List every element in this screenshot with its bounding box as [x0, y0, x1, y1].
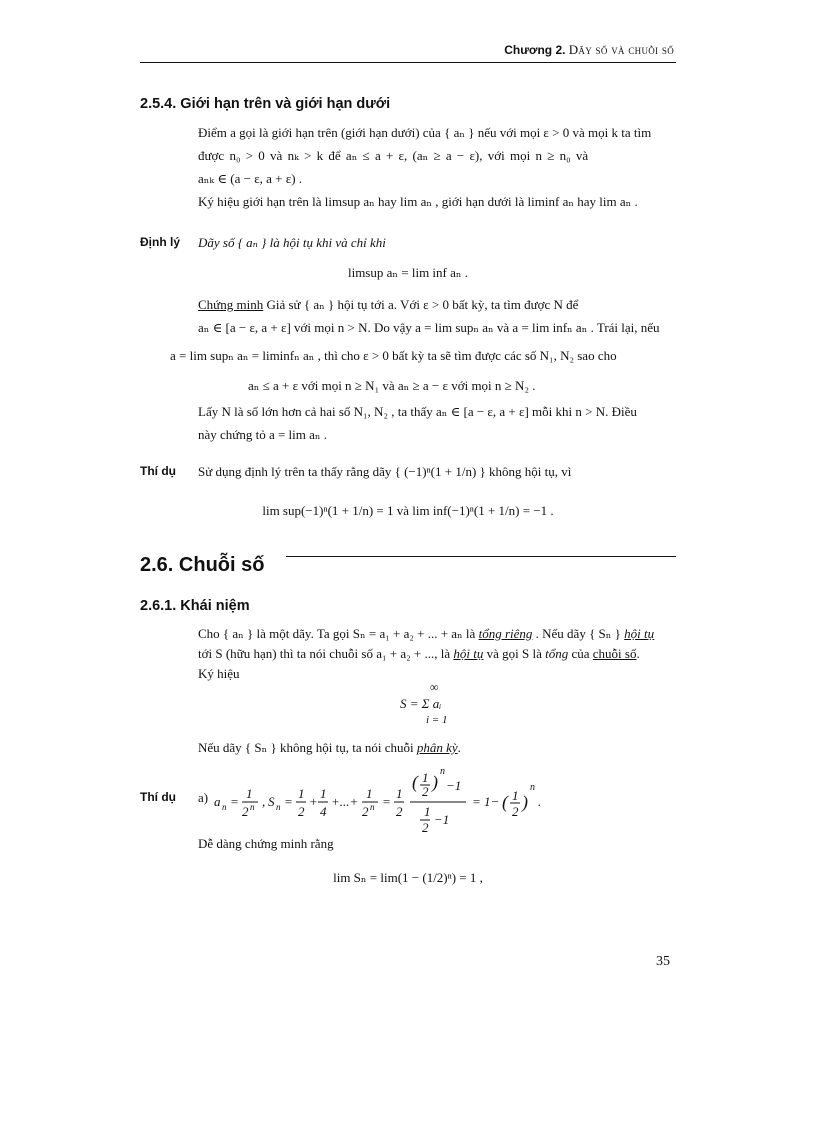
paragraph-line: Ký hiệu giới hạn trên là limsup aₙ hay lim aₙ , giới hạn dưới là liminf aₙ hay lim aₙ .	[198, 194, 638, 209]
svg-text:2: 2	[422, 784, 429, 799]
svg-text:S: S	[268, 794, 275, 809]
running-header	[504, 42, 674, 58]
term-series: chuỗi số	[592, 646, 637, 661]
example-text: Sử dụng định lý trên ta thấy rằng dãy { (−1)ⁿ(1 + 1/n) } không hội tụ, vì	[198, 464, 572, 479]
example-part: a)	[198, 790, 209, 805]
svg-text:1: 1	[422, 770, 429, 785]
svg-text:1: 1	[396, 786, 403, 801]
example-limit-formula: lim Sₙ = lim(1 − (1/2)ⁿ) = 1 ,	[333, 870, 483, 885]
concept-line-1: Cho { aₙ } là một dãy. Ta gọi Sₙ = a₁ + a₂ + ... + aₙ là tổng riêng . Nếu dãy { Sₙ } hội tụ	[198, 626, 655, 641]
svg-text:,: ,	[262, 794, 266, 809]
paragraph-line: Điểm a gọi là giới hạn trên (giới hạn dưới) của { aₙ } nếu với mọi ε > 0 và mọi k ta tìm	[198, 125, 652, 140]
term-converges: hội tụ	[624, 626, 655, 641]
svg-text:n: n	[440, 768, 445, 777]
svg-text:=: =	[230, 794, 239, 809]
svg-text:1: 1	[366, 786, 373, 801]
theorem-formula: limsup aₙ = lim inf aₙ .	[347, 265, 469, 280]
svg-text:1: 1	[246, 786, 253, 801]
svg-text:4: 4	[320, 804, 327, 819]
section-heading-2-5-4: 2.5.4. Giới hạn trên và giới hạn dưới	[140, 96, 391, 112]
svg-text:1: 1	[424, 804, 431, 819]
proof-label: Chứng minh	[198, 297, 264, 312]
svg-text:n: n	[250, 802, 255, 812]
svg-text:2: 2	[396, 804, 403, 819]
section-heading-2-6-1: 2.6.1. Khái niệm	[140, 598, 250, 614]
svg-text:2: 2	[298, 804, 305, 819]
svg-text:n: n	[222, 802, 227, 812]
page-number: 35	[656, 954, 670, 969]
svg-text:2: 2	[512, 804, 519, 819]
geometric-series-formula	[214, 768, 664, 838]
svg-text:n: n	[530, 782, 535, 793]
term-partial-sum: tổng riêng	[478, 626, 533, 641]
svg-text:1: 1	[320, 786, 327, 801]
svg-text:= 1−: = 1−	[472, 794, 500, 809]
svg-text:−1: −1	[434, 812, 450, 827]
example-label: Thí dụ	[140, 790, 176, 804]
proof-line-5: Lấy N là số lớn hơn cả hai số N₁, N₂ , ta thấy aₙ ∈ [a − ε, a + ε] mỗi khi n > N. Điều	[198, 404, 637, 419]
svg-text:−1: −1	[446, 778, 462, 793]
svg-text:n: n	[370, 802, 375, 812]
term-converges: hội tụ	[453, 646, 484, 661]
proof-line-4: aₙ ≤ a + ε với mọi n ≥ N₁ và aₙ ≥ a − ε với mọi n ≥ N₂ .	[248, 378, 536, 393]
svg-text:=: =	[284, 794, 293, 809]
theorem-statement: Dãy số { aₙ } là hội tụ khi và chỉ khi	[198, 235, 386, 250]
example-line: Dễ dàng chứng minh rằng	[198, 836, 334, 851]
chapter-label: Chương 2.	[504, 43, 566, 57]
svg-text:1: 1	[298, 786, 305, 801]
proof-line-6: này chứng tỏ a = lim aₙ .	[198, 427, 328, 442]
svg-text:n: n	[276, 802, 281, 812]
svg-text:a: a	[214, 794, 221, 809]
svg-text:): )	[432, 772, 438, 792]
svg-text:2: 2	[242, 804, 249, 819]
concept-line-3: Ký hiệu	[198, 666, 240, 681]
section-rule	[286, 556, 676, 557]
paragraph-line: được n₀ > 0 và nₖ > k để aₙ ≤ a + ε, (aₙ ≥ a − ε), với mọi n ≥ n₀ và	[198, 148, 589, 163]
svg-text:(: (	[502, 792, 508, 812]
svg-text:2: 2	[422, 820, 429, 835]
concept-line-4: Nếu dãy { Sₙ } không hội tụ, ta nói chuỗi phân kỳ.	[198, 740, 461, 755]
svg-text:+: +	[309, 794, 318, 809]
svg-text:.: .	[538, 794, 542, 809]
svg-text:(: (	[412, 772, 418, 792]
svg-text:=: =	[382, 794, 391, 809]
term-diverges: phân kỳ	[416, 740, 458, 755]
svg-text:+...+: +...+	[331, 794, 359, 809]
proof-line-1: Chứng minh Giả sử { aₙ } hội tụ tới a. Với ε > 0 bất kỳ, ta tìm được N để	[198, 297, 579, 312]
paragraph-line: aₙₖ ∈ (a − ε, a + ε) .	[198, 171, 303, 186]
section-heading-2-6: 2.6. Chuỗi số	[140, 554, 265, 576]
example-formula: lim sup(−1)ⁿ(1 + 1/n) = 1 và lim inf(−1)ⁿ(1 + 1/n) = −1 .	[262, 503, 554, 518]
svg-text:): )	[522, 792, 528, 812]
svg-text:1: 1	[512, 788, 519, 803]
concept-line-2: tới S (hữu hạn) thì ta nói chuỗi số a₁ + a₂ + ..., là hội tụ và gọi S là tổng của chuỗi số.	[198, 646, 640, 661]
svg-text:2: 2	[362, 804, 369, 819]
header-rule	[140, 62, 676, 63]
chapter-title: Dãy số và chuỗi số	[568, 42, 674, 57]
example-formula-geometric	[214, 768, 664, 842]
proof-line-2: aₙ ∈ [a − ε, a + ε] với mọi n > N. Do vậy a = lim supₙ aₙ và a = lim infₙ aₙ . Trái lại, nếu	[198, 320, 660, 335]
theorem-label: Định lý	[140, 235, 181, 249]
example-label: Thí dụ	[140, 464, 176, 478]
proof-line-3: a = lim supₙ aₙ = liminfₙ aₙ , thì cho ε > 0 bất kỳ ta sẽ tìm được các số N₁, N₂ sao cho	[170, 348, 617, 363]
term-sum: tổng	[545, 646, 569, 661]
